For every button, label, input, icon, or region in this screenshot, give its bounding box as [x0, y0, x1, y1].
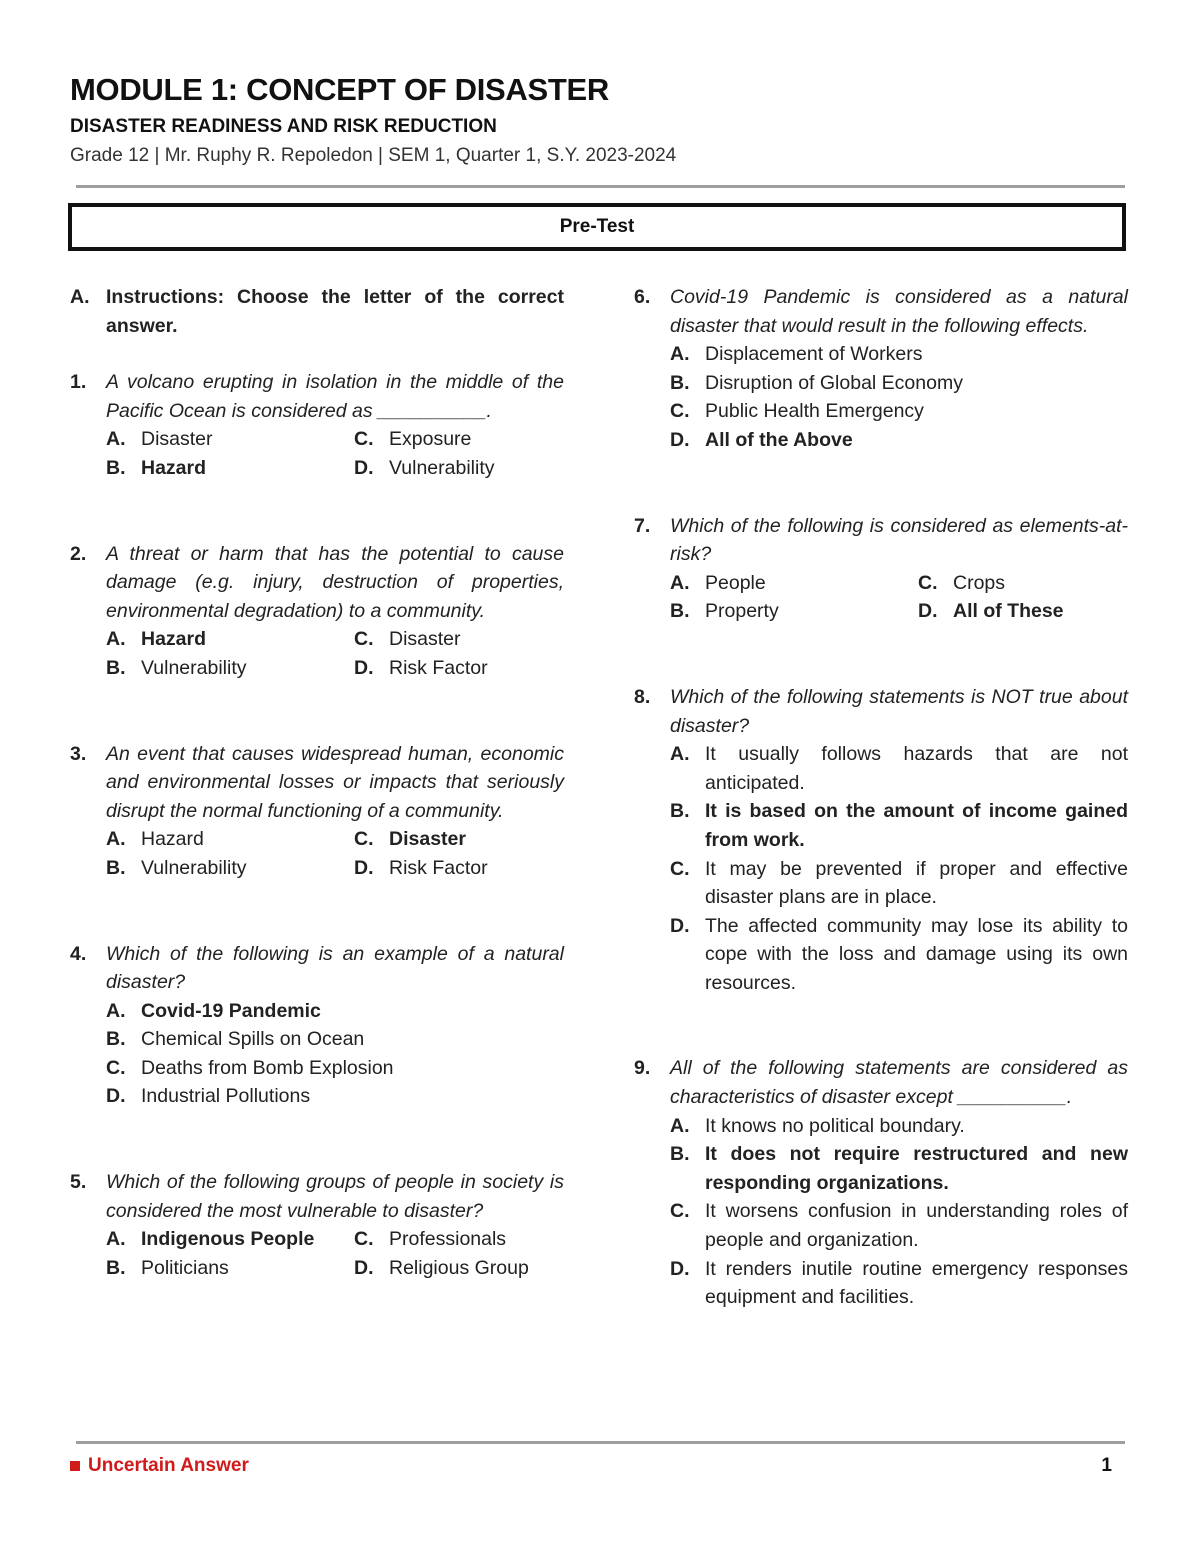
option-text: Displacement of Workers	[705, 343, 923, 366]
option-c[interactable]	[670, 1197, 1128, 1254]
option-b[interactable]	[670, 1140, 1128, 1197]
option-text: It usually follows hazards that are not anticipated.	[705, 743, 1128, 794]
option-a[interactable]	[670, 569, 918, 598]
option-text: Hazard	[141, 456, 207, 479]
option-b[interactable]	[106, 1254, 354, 1283]
option-letter: A.	[106, 828, 126, 851]
option-text: Hazard	[141, 828, 204, 851]
option-text: Deaths from Bomb Explosion	[141, 1056, 394, 1079]
option-a[interactable]	[106, 997, 564, 1026]
option-c[interactable]	[106, 1054, 564, 1083]
option-text: Public Health Emergency	[705, 400, 924, 423]
question-4	[70, 940, 564, 1112]
option-letter: C.	[354, 1228, 374, 1251]
option-text: Vulnerability	[141, 856, 247, 879]
option-b[interactable]	[670, 597, 918, 626]
left-column	[70, 283, 564, 1282]
legend	[70, 1455, 249, 1477]
options-grid	[106, 825, 564, 882]
question-number: 4.	[70, 942, 87, 965]
option-text: Disaster	[389, 628, 461, 651]
question-number: 3.	[70, 742, 87, 765]
option-letter: C.	[670, 1200, 690, 1223]
option-d[interactable]	[354, 854, 564, 883]
option-letter: C.	[670, 857, 690, 880]
option-text: It may be prevented if proper and effective disaster plans are in place.	[705, 857, 1128, 909]
option-text: Disaster	[141, 428, 213, 451]
option-text: Professionals	[389, 1228, 507, 1251]
option-a[interactable]	[106, 1225, 354, 1254]
option-letter: A.	[670, 343, 690, 366]
option-d[interactable]	[918, 597, 1128, 626]
question-3	[70, 740, 564, 883]
option-b[interactable]	[106, 654, 354, 683]
option-b[interactable]	[670, 369, 1128, 398]
option-text: People	[705, 571, 766, 594]
option-text: Vulnerability	[389, 456, 495, 479]
right-column	[634, 283, 1128, 1312]
option-d[interactable]	[670, 1255, 1128, 1312]
option-letter: B.	[106, 856, 126, 879]
option-c[interactable]	[670, 397, 1128, 426]
option-letter: D.	[354, 656, 374, 679]
option-text: Property	[705, 600, 779, 623]
option-letter: C.	[354, 828, 374, 851]
option-text: All of the Above	[705, 428, 853, 451]
option-a[interactable]	[670, 740, 1128, 797]
option-d[interactable]	[106, 1082, 564, 1111]
option-letter: A.	[106, 428, 126, 451]
question-text: An event that causes widespread human, economic and environmental losses or impacts that seriously disrupt the normal functioning of a community.	[106, 742, 564, 822]
option-text: Politicians	[141, 1256, 229, 1279]
option-text: Industrial Pollutions	[141, 1085, 311, 1108]
module-title: MODULE 1: CONCEPT OF DISASTER	[70, 72, 609, 107]
question-text: Which of the following is an example of a natural disaster?	[106, 942, 564, 994]
option-letter: B.	[670, 800, 690, 823]
option-text: Crops	[953, 571, 1006, 594]
option-b[interactable]	[106, 1025, 564, 1054]
question-7	[634, 512, 1128, 626]
question-number: 9.	[634, 1057, 651, 1080]
option-text: Hazard	[141, 628, 207, 651]
page-number: 1	[1101, 1455, 1112, 1476]
section-title-box	[68, 203, 1126, 251]
option-letter: D.	[670, 914, 690, 937]
option-letter: D.	[670, 1257, 690, 1280]
option-letter: A.	[670, 571, 690, 594]
question-2	[70, 540, 564, 683]
option-letter: A.	[670, 1114, 690, 1137]
option-letter: C.	[354, 428, 374, 451]
question-text: Which of the following statements is NOT true about disaster?	[670, 685, 1128, 737]
question-number: 5.	[70, 1171, 87, 1194]
instructions	[70, 283, 564, 340]
option-letter: D.	[354, 456, 374, 479]
question-number: 2.	[70, 542, 87, 565]
option-text: Disruption of Global Economy	[705, 371, 963, 394]
question-9	[634, 1054, 1128, 1311]
option-c[interactable]	[354, 625, 564, 654]
option-letter: D.	[918, 600, 938, 623]
option-a[interactable]	[670, 340, 1128, 369]
option-b[interactable]	[670, 797, 1128, 854]
question-text: Covid-19 Pandemic is considered as a natural disaster that would result in the following effects.	[670, 286, 1128, 337]
question-6	[634, 283, 1128, 455]
options-grid	[106, 1225, 564, 1282]
footer-divider	[76, 1441, 1125, 1444]
option-letter: B.	[670, 600, 690, 623]
red-square-icon	[70, 1461, 80, 1471]
option-letter: B.	[106, 1028, 126, 1051]
option-c[interactable]	[354, 825, 564, 854]
option-letter: C.	[918, 571, 938, 594]
option-c[interactable]	[354, 425, 564, 454]
question-text: Which of the following groups of people in society is considered the most vulnerable to disaster?	[106, 1171, 564, 1222]
option-letter: D.	[670, 428, 690, 451]
question-text: A volcano erupting in isolation in the middle of the Pacific Ocean is considered as __________.	[106, 371, 564, 422]
options-grid	[106, 625, 564, 682]
option-text: It does not require restructured and new responding organizations.	[705, 1143, 1128, 1194]
course-meta: Grade 12 | Mr. Ruphy R. Repoledon | SEM 1, Quarter 1, S.Y. 2023-2024	[70, 145, 677, 166]
options-grid	[670, 569, 1128, 626]
question-text: Which of the following is considered as elements-at-risk?	[670, 514, 1128, 566]
question-8	[634, 683, 1128, 998]
question-1	[70, 368, 564, 482]
question-number: 1.	[70, 371, 87, 394]
option-text: Exposure	[389, 428, 472, 451]
option-letter: B.	[670, 1143, 690, 1166]
instructions-text: Instructions: Choose the letter of the correct answer.	[106, 286, 564, 337]
option-text: The affected community may lose its ability to cope with the loss and damage using its own resources.	[705, 914, 1128, 994]
option-text: Chemical Spills on Ocean	[141, 1028, 365, 1051]
option-letter: B.	[106, 456, 126, 479]
option-c[interactable]	[354, 1225, 564, 1254]
option-letter: B.	[106, 1256, 126, 1279]
option-text: Indigenous People	[141, 1228, 315, 1251]
option-text: Risk Factor	[389, 856, 488, 879]
option-b[interactable]	[106, 854, 354, 883]
option-a[interactable]	[106, 425, 354, 454]
option-c[interactable]	[918, 569, 1128, 598]
option-letter: A.	[106, 999, 126, 1022]
option-c[interactable]	[670, 855, 1128, 912]
option-letter: A.	[106, 1228, 126, 1251]
option-letter: B.	[670, 371, 690, 394]
option-text: Religious Group	[389, 1256, 529, 1279]
option-letter: D.	[354, 856, 374, 879]
question-text: All of the following statements are considered as characteristics of disaster except __________.	[670, 1057, 1128, 1109]
option-text: Vulnerability	[141, 656, 247, 679]
option-text: Covid-19 Pandemic	[141, 999, 321, 1022]
option-d[interactable]	[670, 912, 1128, 998]
option-d[interactable]	[354, 654, 564, 683]
option-a[interactable]	[670, 1112, 1128, 1141]
document-header	[70, 70, 1130, 169]
question-number: 6.	[634, 286, 651, 308]
legend-label: Uncertain Answer	[88, 1455, 249, 1476]
section-title: Pre-Test	[559, 216, 635, 237]
option-letter: D.	[354, 1256, 374, 1279]
option-letter: C.	[354, 628, 374, 651]
option-text: Disaster	[389, 828, 466, 851]
option-text: It worsens confusion in understanding roles of people and organization.	[705, 1200, 1128, 1252]
option-text: Risk Factor	[389, 656, 488, 679]
option-d[interactable]	[354, 1254, 564, 1283]
options-grid	[106, 425, 564, 482]
header-divider	[76, 185, 1125, 188]
option-b[interactable]	[106, 454, 354, 483]
instructions-letter: A.	[70, 286, 90, 308]
question-number: 7.	[634, 514, 651, 537]
option-text: It knows no political boundary.	[705, 1114, 965, 1137]
option-text: It is based on the amount of income gained from work.	[705, 800, 1128, 851]
option-letter: C.	[106, 1056, 126, 1079]
question-5	[70, 1168, 564, 1282]
option-d[interactable]	[354, 454, 564, 483]
option-letter: A.	[106, 628, 126, 651]
option-a[interactable]	[106, 625, 354, 654]
option-text: All of These	[953, 600, 1064, 623]
option-letter: A.	[670, 743, 690, 766]
option-d[interactable]	[670, 426, 1128, 455]
option-letter: B.	[106, 656, 126, 679]
option-a[interactable]	[106, 825, 354, 854]
option-letter: D.	[106, 1085, 126, 1108]
question-text: A threat or harm that has the potential to cause damage (e.g. injury, destruction of properties, environmental degradation) to a community.	[106, 542, 564, 622]
question-number: 8.	[634, 685, 651, 708]
option-letter: C.	[670, 400, 690, 423]
subject-title: DISASTER READINESS AND RISK REDUCTION	[70, 116, 497, 137]
option-text: It renders inutile routine emergency responses equipment and facilities.	[705, 1257, 1128, 1309]
